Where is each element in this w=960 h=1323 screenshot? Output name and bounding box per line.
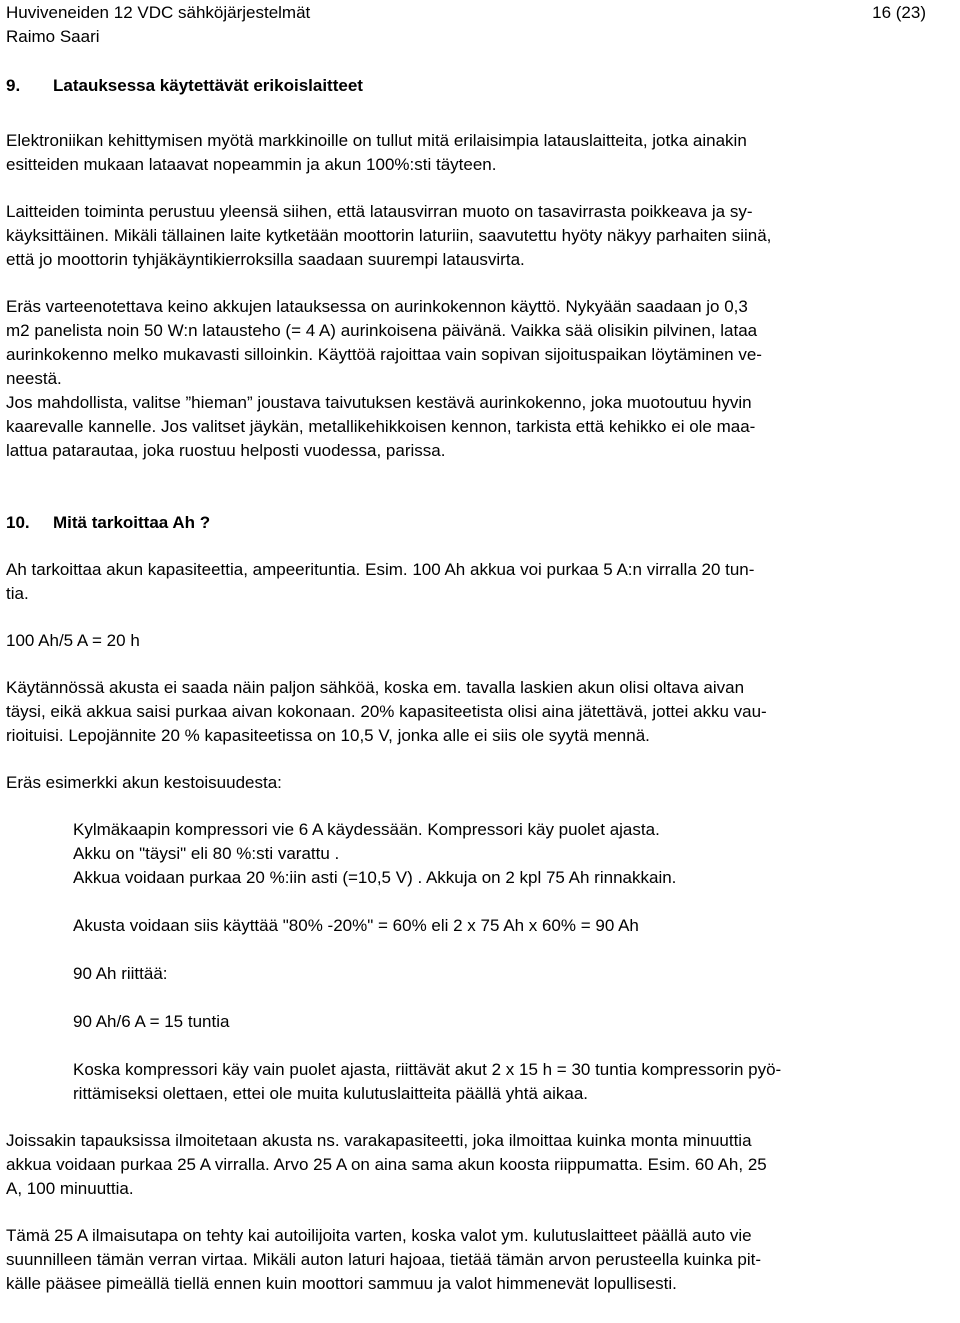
text-line: Laitteiden toiminta perustuu yleensä siihen, että latausvirran muoto on tasavirrasta poikkeava ja sy- [6, 202, 753, 221]
text-line: rittämiseksi olettaen, ettei ole muita kulutuslaitteita päällä yhtä aikaa. [73, 1084, 588, 1103]
document-page [6, 0, 956, 1296]
text-line: Akku on "täysi" eli 80 %:sti varattu . [73, 844, 340, 863]
document-author: Raimo Saari [6, 27, 100, 46]
paragraph [6, 676, 956, 748]
text-line: kaarevalle kannelle. Jos valitset jäykän, metallikehikkoisen kennon, tarkista että kehikko ei ole maa- [6, 417, 756, 436]
section-title: Latauksessa käytettävät erikoislaitteet [53, 76, 363, 95]
section-10-heading [6, 511, 956, 535]
section-9-heading [6, 74, 956, 98]
text-line: esitteiden mukaan lataavat nopeammin ja akun 100%:sti täyteen. [6, 155, 497, 174]
section-number: 10. [6, 513, 30, 532]
example-result: 90 Ah/6 A = 15 tuntia [73, 1012, 230, 1031]
example-statement: 90 Ah riittää: [73, 964, 168, 983]
text-line: rioituisi. Lepojännite 20 % kapasiteetissa on 10,5 V, jonka alle ei siis ole syytä mennä. [6, 726, 650, 745]
text-line: Elektroniikan kehittymisen myötä markkinoille on tullut mitä erilaisimpia latauslaitteita, jotka ainakin [6, 131, 747, 150]
text-line: että jo moottorin tyhjäkäyntikierroksilla saadaan suurempi latausvirta. [6, 250, 525, 269]
text-line: neestä. [6, 369, 62, 388]
example-block [6, 818, 956, 890]
text-line: akkua voidaan purkaa 25 A virralla. Arvo 25 A on aina sama akun koosta riippumatta. Esim. 60 Ah, 25 [6, 1155, 767, 1174]
example-calculation: Akusta voidaan siis käyttää "80% -20%" = 60% eli 2 x 75 Ah x 60% = 90 Ah [73, 916, 639, 935]
text-line: Joissakin tapauksissa ilmoitetaan akusta ns. varakapasiteetti, joka ilmoittaa kuinka monta minuuttia [6, 1131, 752, 1150]
text-line: suunnilleen tämän verran virtaa. Mikäli auton laturi hajoaa, tietää tämän arvon perusteella kuinka pit- [6, 1250, 762, 1269]
text-line: Akkua voidaan purkaa 20 %:iin asti (=10,5 V) . Akkuja on 2 kpl 75 Ah rinnakkain. [73, 868, 677, 887]
text-line: Eräs varteenotettava keino akkujen latauksessa on aurinkokennon käyttö. Nykyään saadaan jo 0,3 [6, 297, 748, 316]
section-title: Mitä tarkoittaa Ah ? [53, 513, 211, 532]
formula: 100 Ah/5 A = 20 h [6, 631, 140, 650]
page-header [6, 0, 956, 48]
text-line: Ah tarkoittaa akun kapasiteettia, ampeerituntia. Esim. 100 Ah akkua voi purkaa 5 A:n virralla 20 tun- [6, 560, 755, 579]
paragraph [6, 558, 956, 606]
text-line: tia. [6, 584, 29, 603]
text-line: Käytännössä akusta ei saada näin paljon sähköä, koska em. tavalla laskien akun olisi oltava aivan [6, 678, 745, 697]
text-line: aurinkokenno melko mukavasti silloinkin. Käyttöä rajoittaa vain sopivan sijoituspaikan löytäminen ve- [6, 345, 762, 364]
text-line: Koska kompressori käy vain puolet ajasta, riittävät akut 2 x 15 h = 30 tuntia kompressorin pyö- [73, 1060, 782, 1079]
text-line: käyksittäinen. Mikäli tällainen laite kytketään moottorin laturiin, saavutettu hyöty näkyy parhaiten siinä, [6, 226, 772, 245]
page-number: 16 (23) [872, 3, 926, 22]
text-line: lattua patarautaa, joka ruostuu helposti vuodessa, parissa. [6, 441, 446, 460]
example-intro: Eräs esimerkki akun kestoisuudesta: [6, 773, 282, 792]
paragraph [6, 129, 956, 177]
text-line: Kylmäkaapin kompressori vie 6 A käydessään. Kompressori käy puolet ajasta. [73, 820, 660, 839]
example-conclusion [6, 1058, 956, 1106]
paragraph [6, 295, 956, 463]
paragraph [6, 1129, 956, 1201]
text-line: m2 panelista noin 50 W:n latausteho (= 4 A) aurinkoisena päivänä. Vaikka sää olisikin pilvinen, lataa [6, 321, 758, 340]
section-number: 9. [6, 76, 21, 95]
document-title: Huviveneiden 12 VDC sähköjärjestelmät [6, 3, 311, 22]
text-line: täysi, eikä akkua saisi purkaa aivan kokonaan. 20% kapasiteetista olisi aina jätettävä, jottei akku vau- [6, 702, 767, 721]
text-line: A, 100 minuuttia. [6, 1179, 134, 1198]
paragraph [6, 1224, 956, 1296]
paragraph [6, 200, 956, 272]
text-line: Tämä 25 A ilmaisutapa on tehty kai autoilijoita varten, koska valot ym. kulutuslaitteet päällä auto vie [6, 1226, 752, 1245]
text-line: Jos mahdollista, valitse ”hieman” joustava taivutuksen kestävä aurinkokenno, joka muotoutuu hyvin [6, 393, 752, 412]
text-line: källe pääsee pimeällä tiellä ennen kuin moottori sammuu ja valot himmenevät lopullisesti. [6, 1274, 677, 1293]
